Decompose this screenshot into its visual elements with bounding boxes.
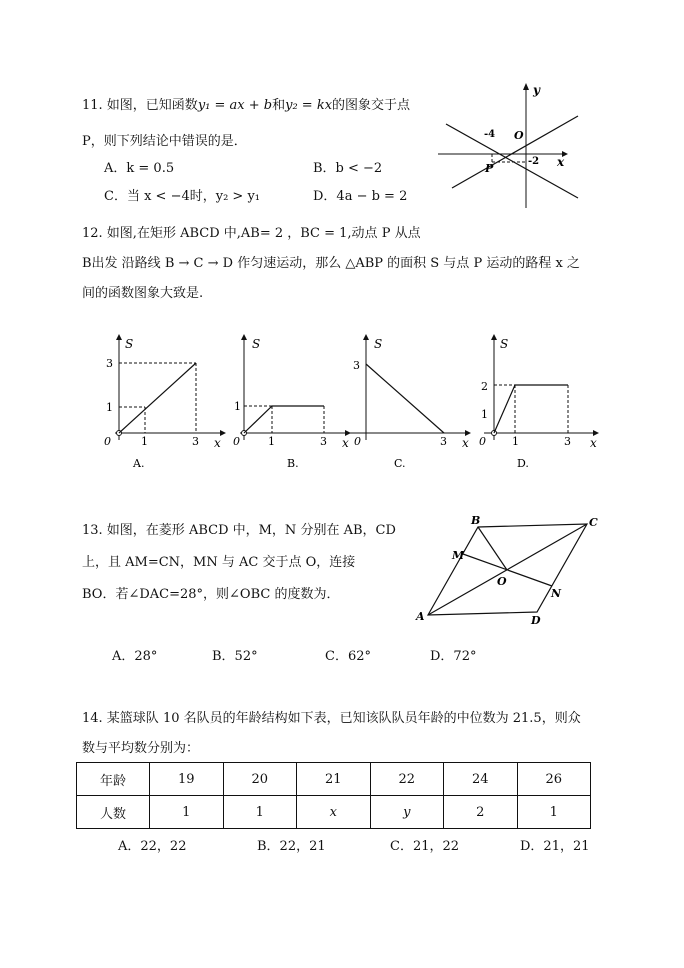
origin-label: 0 <box>479 435 486 448</box>
q11-line2: P，则下列结论中错误的是． <box>82 134 247 149</box>
label-c: C <box>589 516 598 529</box>
label-o: O <box>497 575 507 588</box>
q13-figure <box>410 512 610 627</box>
x-tick: 1 <box>268 435 275 448</box>
q11-x-label: x <box>557 155 565 169</box>
q13-line1: 13. 如图，在菱形 ABCD 中，M，N 分别在 AB，CD <box>82 523 396 538</box>
origin-label: 0 <box>354 435 361 448</box>
graph-line <box>119 363 196 433</box>
table-cell: 1 <box>150 796 224 829</box>
q13-line3: BO．若∠DAC=28°，则∠OBC 的度数为． <box>82 587 340 602</box>
q11-figure <box>430 80 590 215</box>
x-label: x <box>214 436 221 450</box>
table-row <box>77 796 591 829</box>
q13-option-c: C．62° <box>325 649 371 664</box>
q14-option-b: B．22，21 <box>257 839 326 854</box>
q11-eq1: y₁ = ax + b <box>197 98 273 113</box>
y-tick: 3 <box>106 357 113 370</box>
table-cell: 年龄 <box>77 763 150 796</box>
table-cell: 1 <box>517 796 591 829</box>
q11-option-c: C．当 x < −4时，y₂ > y₁ <box>104 189 261 204</box>
q14-line1: 14. 某篮球队 10 名队员的年龄结构如下表，已知该队队员年龄的中位数为 21.5，则众 <box>82 711 581 726</box>
y-label: S <box>500 337 509 351</box>
q11-p-label: P <box>485 162 494 175</box>
label-m: M <box>452 549 465 562</box>
table-cell: 人数 <box>77 796 150 829</box>
y-arrow <box>363 334 369 340</box>
table-cell: 22 <box>370 763 444 796</box>
q11-origin-label: O <box>514 129 524 142</box>
graph-line <box>366 364 444 433</box>
q14-option-c: C．21，22 <box>390 839 460 854</box>
origin-label: 0 <box>233 435 240 448</box>
y-tick: 1 <box>106 401 113 414</box>
table-cell: 24 <box>444 763 518 796</box>
q11-and: 和 <box>272 98 286 113</box>
table-cell: y <box>370 796 444 829</box>
origin-label: 0 <box>104 435 111 448</box>
y-arrow <box>116 334 122 340</box>
segment-bo <box>478 527 507 570</box>
option-letter: D. <box>517 457 529 470</box>
y-tick: 1 <box>234 400 241 413</box>
q14-option-a: A．22，22 <box>118 839 187 854</box>
q13-line2: 上，且 AM=CN，MN 与 AC 交于点 O，连接 <box>82 555 356 570</box>
q11-y-label: y <box>533 83 540 97</box>
q11-x-value: -4 <box>484 129 496 140</box>
label-d: D <box>531 614 541 627</box>
table-cell: 21 <box>297 763 371 796</box>
option-letter: B. <box>287 457 299 470</box>
y-tick: 3 <box>353 359 360 372</box>
x-tick: 3 <box>320 435 327 448</box>
y-label: S <box>252 337 261 351</box>
table-cell: 19 <box>150 763 224 796</box>
q11-y-value: -2 <box>528 156 540 167</box>
x-label: x <box>462 436 469 450</box>
q12-graph-d <box>470 330 610 475</box>
q14-option-d: D．21，21 <box>520 839 590 854</box>
option-letter: C. <box>394 457 406 470</box>
q12-line3: 间的函数图象大致是. <box>82 286 204 301</box>
option-letter: A. <box>133 457 145 470</box>
q13-option-a: A．28° <box>112 649 158 664</box>
q12-graph-b <box>220 330 360 475</box>
table-cell: 20 <box>223 763 297 796</box>
table-row <box>77 763 591 796</box>
x-tick: 1 <box>512 435 519 448</box>
q13-option-b: B．52° <box>212 649 258 664</box>
q12-line1: 12. 如图,在矩形 ABCD 中,AB= 2 ，BC = 1,动点 P 从点 <box>82 226 421 241</box>
x-tick: 3 <box>440 435 447 448</box>
label-a: A <box>416 610 425 623</box>
x-label: x <box>342 436 349 450</box>
q11-option-b: B．b < −2 <box>313 161 383 176</box>
q14-line2: 数与平均数分别为： <box>82 741 200 756</box>
label-b: B <box>471 514 481 527</box>
segment-mn <box>463 554 552 586</box>
y-tick: 1 <box>481 408 488 421</box>
q13-option-d: D．72° <box>430 649 477 664</box>
table-cell: x <box>297 796 371 829</box>
graph-line <box>244 406 324 433</box>
y-label: S <box>125 337 134 351</box>
y-tick: 2 <box>481 380 488 393</box>
q11-line-y2 <box>452 116 578 188</box>
x-tick: 3 <box>564 435 571 448</box>
label-n: N <box>551 587 562 600</box>
q11-prefix: 11. 如图，已知函数 <box>82 98 198 113</box>
table-cell: 26 <box>517 763 591 796</box>
q12-graph-c <box>345 330 485 475</box>
age-table <box>76 762 591 829</box>
q11-suffix: 的图象交于点 <box>332 98 411 113</box>
x-label: x <box>590 436 597 450</box>
graph-line <box>494 385 568 433</box>
q11-option-a: A．k = 0.5 <box>104 161 175 176</box>
table-cell: 1 <box>223 796 297 829</box>
q12-graph-a <box>95 330 235 475</box>
q12-line2: B出发 沿路线 B → C → D 作匀速运动，那么 △ABP 的面积 S 与点 P 运动的路程 x 之 <box>82 256 580 271</box>
x-tick: 3 <box>192 435 199 448</box>
q11-y-arrow <box>523 83 529 90</box>
x-tick: 1 <box>141 435 148 448</box>
y-arrow <box>491 334 497 340</box>
table-cell: 2 <box>444 796 518 829</box>
q11-option-d: D．4a − b = 2 <box>313 189 408 204</box>
q11-eq2: y₂ = kx <box>285 98 333 113</box>
y-arrow <box>241 334 247 340</box>
q11-line1 <box>82 94 410 113</box>
y-label: S <box>374 337 383 351</box>
